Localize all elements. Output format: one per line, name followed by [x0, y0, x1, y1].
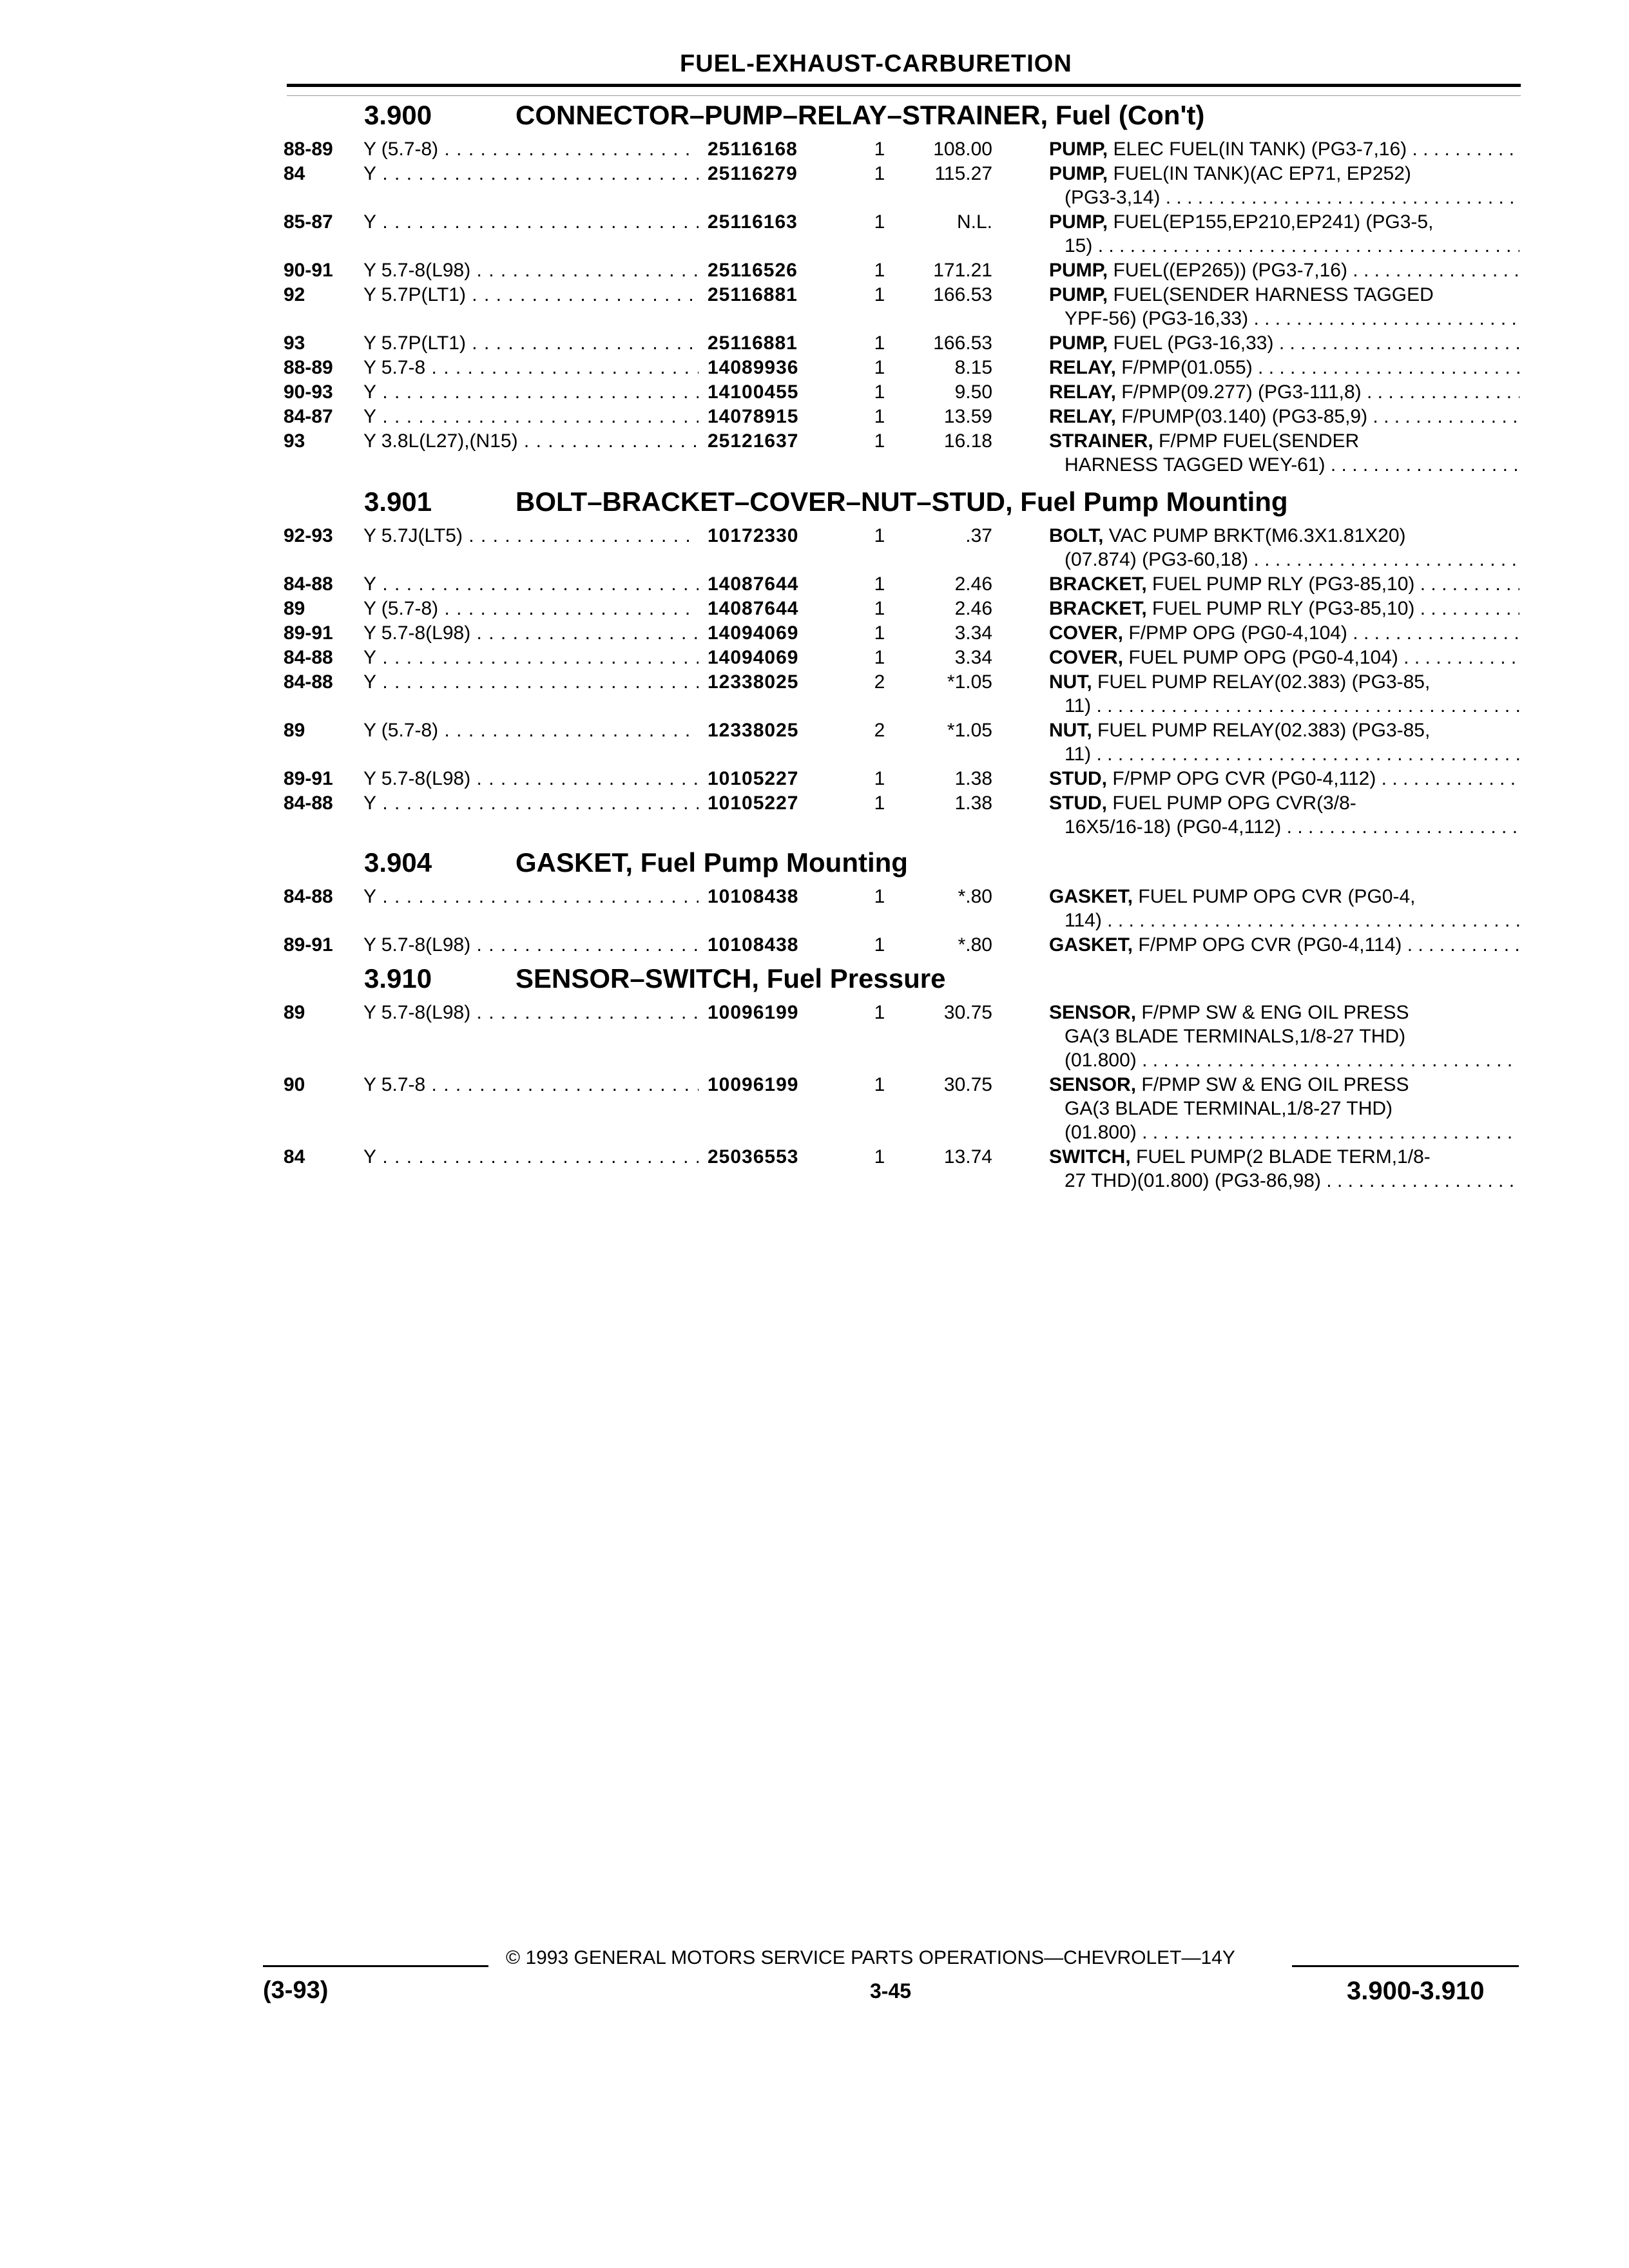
description-text: 27 THD)(01.800) (PG3-86,98) — [1065, 1170, 1321, 1191]
description-text: F/PMP FUEL(SENDER — [1159, 430, 1360, 452]
description-keyword: GASKET, — [1049, 886, 1133, 907]
description-keyword: SWITCH, — [1049, 1146, 1131, 1168]
description-line — [1049, 1024, 1519, 1048]
part-row — [284, 1073, 1521, 1144]
description-text: FUEL PUMP OPG (PG0-4,104) — [1128, 647, 1398, 668]
description-keyword: BRACKET, — [1049, 573, 1147, 595]
price: 8.15 — [954, 357, 992, 378]
model-year: 89-91 — [284, 934, 333, 956]
vehicle-model: Y 5.7P(LT1) . . . — [363, 283, 699, 307]
quantity: 1 — [874, 647, 885, 668]
description-keyword: PUMP, — [1049, 139, 1108, 160]
quantity: 1 — [874, 381, 885, 403]
description-line — [1049, 405, 1519, 428]
section-heading — [284, 963, 1521, 1001]
part-row — [284, 885, 1521, 932]
part-row — [284, 356, 1521, 380]
price: *1.05 — [947, 671, 992, 693]
description-text: FUEL PUMP RELAY(02.383) (PG3-85, — [1097, 671, 1431, 693]
part-description — [1049, 1145, 1519, 1193]
description-text: VAC PUMP BRKT(M6.3X1.81X20) — [1108, 525, 1406, 546]
part-description — [1049, 767, 1519, 791]
part-number: 14100455 — [708, 381, 799, 403]
description-line — [1049, 356, 1519, 380]
description-text: (PG3-3,14) — [1065, 187, 1161, 208]
quantity: 1 — [874, 886, 885, 907]
description-keyword: STUD, — [1049, 768, 1107, 789]
part-description — [1049, 572, 1519, 596]
model-year: 84 — [284, 1146, 305, 1168]
part-row — [284, 933, 1521, 957]
vehicle-model: Y 5.7-8(L98) . . . — [363, 933, 699, 957]
part-description — [1049, 405, 1519, 428]
part-number: 14089936 — [708, 357, 799, 378]
vehicle-model: Y (5.7-8) . . . — [363, 137, 699, 161]
description-line — [1049, 186, 1519, 209]
description-keyword: BRACKET, — [1049, 598, 1147, 619]
section-title: BOLT–BRACKET–COVER–NUT–STUD, Fuel Pump Mounting — [516, 486, 1288, 517]
description-text: F/PMP(09.277) (PG3-111,8) — [1121, 381, 1362, 403]
price: 13.59 — [943, 406, 992, 427]
quantity: 1 — [874, 260, 885, 281]
part-description — [1049, 933, 1519, 957]
part-description — [1049, 356, 1519, 380]
vehicle-model: Y (5.7-8) . . . — [363, 597, 699, 620]
vehicle-model: Y . . . — [363, 1145, 699, 1169]
model-year: 93 — [284, 332, 305, 354]
part-number: 14087644 — [708, 573, 799, 595]
footer-revision-date: (3-93) — [263, 1977, 329, 2004]
price: 166.53 — [933, 332, 992, 354]
description-keyword: PUMP, — [1049, 332, 1108, 354]
price: *.80 — [958, 934, 992, 956]
part-row — [284, 1145, 1521, 1193]
description-text: 11) — [1065, 744, 1092, 765]
part-description — [1049, 597, 1519, 620]
part-row — [284, 331, 1521, 355]
section-number: 3.900 — [364, 100, 432, 130]
price: 1.38 — [954, 793, 992, 814]
vehicle-model: Y . . . — [363, 670, 699, 694]
section-3-900 — [284, 100, 1521, 477]
part-description — [1049, 646, 1519, 669]
description-line — [1049, 429, 1519, 453]
description-line — [1049, 548, 1519, 572]
model-year: 84-88 — [284, 793, 333, 814]
price: 3.34 — [954, 647, 992, 668]
description-line — [1049, 597, 1519, 620]
description-line — [1049, 331, 1519, 355]
price: 2.46 — [954, 598, 992, 619]
description-keyword: RELAY, — [1049, 357, 1116, 378]
price: 30.75 — [943, 1002, 992, 1023]
description-line — [1049, 718, 1519, 742]
footer-copyright: © 1993 GENERAL MOTORS SERVICE PARTS OPERATIONS—CHEVROLET—14Y — [506, 1947, 1235, 1968]
parts-list — [284, 137, 1521, 477]
section-title: SENSOR–SWITCH, Fuel Pressure — [516, 963, 946, 994]
vehicle-model: Y 5.7-8(L98) . . . — [363, 767, 699, 791]
part-row — [284, 718, 1521, 766]
part-number: 10108438 — [708, 886, 799, 907]
quantity: 1 — [874, 573, 885, 595]
part-row — [284, 380, 1521, 404]
vehicle-model: Y 5.7-8(L98) . . . — [363, 258, 699, 282]
section-title: GASKET, Fuel Pump Mounting — [516, 847, 908, 878]
quantity: 1 — [874, 332, 885, 354]
description-keyword: PUMP, — [1049, 163, 1108, 184]
part-description — [1049, 524, 1519, 572]
model-year: 90 — [284, 1074, 305, 1095]
part-number: 25116163 — [708, 211, 798, 233]
footer-section-range: 3.900-3.910 — [1347, 1977, 1485, 2005]
section-heading — [284, 847, 1521, 885]
part-description — [1049, 429, 1519, 477]
description-text: FUEL PUMP RELAY(02.383) (PG3-85, — [1097, 720, 1431, 741]
description-keyword: RELAY, — [1049, 406, 1116, 427]
part-number: 10105227 — [708, 793, 799, 814]
description-text: (01.800) — [1065, 1122, 1137, 1143]
description-line — [1049, 1001, 1519, 1024]
part-row — [284, 597, 1521, 620]
description-line — [1049, 933, 1519, 957]
description-text: 15) — [1065, 235, 1093, 256]
vehicle-model: Y . . . — [363, 162, 699, 186]
description-keyword: PUMP, — [1049, 211, 1108, 233]
model-year: 84-88 — [284, 671, 333, 693]
section-number: 3.910 — [364, 963, 432, 994]
description-line — [1049, 908, 1519, 932]
description-text: F/PMP OPG CVR (PG0-4,114) — [1138, 934, 1402, 956]
vehicle-model: Y . . . — [363, 572, 699, 596]
footer-page-number: 3-45 — [870, 1979, 912, 2003]
description-line — [1049, 283, 1519, 307]
price: 171.21 — [933, 260, 992, 281]
price: 1.38 — [954, 768, 992, 789]
description-text: GA(3 BLADE TERMINALS,1/8-27 THD) — [1065, 1026, 1406, 1047]
parts-list — [284, 524, 1521, 839]
vehicle-model: Y 5.7-8(L98) . . . — [363, 621, 699, 645]
price: .37 — [965, 525, 992, 546]
description-text: (07.874) (PG3-60,18) — [1065, 549, 1249, 570]
section-3-901 — [284, 486, 1521, 840]
model-year: 84-88 — [284, 886, 333, 907]
model-year: 85-87 — [284, 211, 333, 233]
part-row — [284, 767, 1521, 791]
part-row — [284, 283, 1521, 331]
description-text: FUEL((EP265)) (PG3-7,16) — [1113, 260, 1347, 281]
quantity: 1 — [874, 211, 885, 233]
model-year: 92 — [284, 284, 305, 305]
model-year: 89-91 — [284, 768, 333, 789]
description-text: F/PUMP(03.140) (PG3-85,9) — [1121, 406, 1368, 427]
description-text: F/PMP OPG (PG0-4,104) — [1128, 622, 1347, 644]
description-text: 16X5/16-18) (PG0-4,112) — [1065, 816, 1282, 838]
part-row — [284, 572, 1521, 596]
description-keyword: COVER, — [1049, 622, 1124, 644]
section-title: CONNECTOR–PUMP–RELAY–STRAINER, Fuel (Con't) — [516, 100, 1205, 130]
description-text: YPF-56) (PG3-16,33) — [1065, 308, 1249, 329]
section-heading — [284, 486, 1521, 524]
description-text: F/PMP SW & ENG OIL PRESS — [1141, 1002, 1409, 1023]
part-description — [1049, 162, 1519, 209]
description-keyword: NUT, — [1049, 720, 1092, 741]
description-line — [1049, 885, 1519, 908]
price: 115.27 — [934, 163, 992, 184]
description-line — [1049, 791, 1519, 815]
part-description — [1049, 718, 1519, 766]
price: 30.75 — [943, 1074, 992, 1095]
part-description — [1049, 1073, 1519, 1144]
description-line — [1049, 646, 1519, 669]
part-number: 14078915 — [708, 406, 799, 427]
quantity: 1 — [874, 768, 885, 789]
parts-list — [284, 1001, 1521, 1193]
vehicle-model: Y . . . — [363, 380, 699, 404]
part-row — [284, 162, 1521, 209]
part-row — [284, 429, 1521, 477]
description-keyword: NUT, — [1049, 671, 1092, 693]
quantity: 1 — [874, 430, 885, 452]
model-year: 93 — [284, 430, 305, 452]
section-number: 3.904 — [364, 847, 432, 878]
description-line — [1049, 767, 1519, 791]
vehicle-model: Y 5.7J(LT5) . . . — [363, 524, 699, 548]
quantity: 1 — [874, 406, 885, 427]
description-keyword: PUMP, — [1049, 284, 1108, 305]
description-text: FUEL(SENDER HARNESS TAGGED — [1113, 284, 1434, 305]
part-description — [1049, 283, 1519, 331]
description-text: HARNESS TAGGED WEY-61) — [1065, 454, 1325, 476]
description-text: 11) — [1065, 695, 1092, 716]
part-number: 25121637 — [708, 430, 799, 452]
part-number: 14094069 — [708, 622, 799, 644]
description-text: FUEL (PG3-16,33) — [1113, 332, 1274, 354]
part-number: 14094069 — [708, 647, 799, 668]
description-text: F/PMP(01.055) — [1121, 357, 1253, 378]
quantity: 2 — [874, 671, 885, 693]
part-description — [1049, 670, 1519, 718]
vehicle-model: Y . . . — [363, 791, 699, 815]
part-number: 10096199 — [708, 1002, 799, 1023]
description-line — [1049, 694, 1519, 718]
description-keyword: RELAY, — [1049, 381, 1116, 403]
price: 166.53 — [933, 284, 992, 305]
description-text: 114) — [1065, 910, 1102, 931]
price: 108.00 — [933, 139, 992, 160]
model-year: 88-89 — [284, 139, 333, 160]
description-line — [1049, 210, 1519, 234]
description-text: F/PMP SW & ENG OIL PRESS — [1141, 1074, 1409, 1095]
description-keyword: SENSOR, — [1049, 1074, 1137, 1095]
vehicle-model: Y . . . — [363, 885, 699, 908]
price: *.80 — [958, 886, 992, 907]
part-description — [1049, 791, 1519, 839]
part-description — [1049, 380, 1519, 404]
description-text: FUEL(EP155,EP210,EP241) (PG3-5, — [1113, 211, 1434, 233]
part-number: 25036553 — [708, 1146, 799, 1168]
part-number: 25116279 — [708, 163, 798, 184]
description-line — [1049, 524, 1519, 548]
model-year: 84 — [284, 163, 305, 184]
part-number: 25116881 — [708, 284, 798, 305]
vehicle-model: Y 5.7P(LT1) . . . — [363, 331, 699, 355]
quantity: 1 — [874, 525, 885, 546]
part-number: 10108438 — [708, 934, 799, 956]
part-number: 12338025 — [708, 720, 799, 741]
description-line — [1049, 742, 1519, 766]
model-year: 84-88 — [284, 573, 333, 595]
part-row — [284, 405, 1521, 428]
description-text: FUEL PUMP(2 BLADE TERM,1/8- — [1136, 1146, 1431, 1168]
part-row — [284, 670, 1521, 718]
description-line — [1049, 1120, 1519, 1144]
model-year: 90-93 — [284, 381, 333, 403]
description-line — [1049, 234, 1519, 258]
description-text: GA(3 BLADE TERMINAL,1/8-27 THD) — [1065, 1098, 1393, 1119]
model-year: 89 — [284, 720, 305, 741]
vehicle-model: Y . . . — [363, 210, 699, 234]
section-3-910 — [284, 963, 1521, 1193]
part-number: 14087644 — [708, 598, 799, 619]
part-description — [1049, 210, 1519, 258]
description-text: F/PMP OPG CVR (PG0-4,112) — [1112, 768, 1376, 789]
description-line — [1049, 815, 1519, 839]
part-number: 10096199 — [708, 1074, 799, 1095]
description-line — [1049, 453, 1519, 477]
part-number: 25116881 — [708, 332, 798, 354]
description-line — [1049, 1145, 1519, 1169]
part-number: 25116168 — [708, 139, 798, 160]
part-number: 12338025 — [708, 671, 799, 693]
description-line — [1049, 1097, 1519, 1120]
description-keyword: STUD, — [1049, 793, 1107, 814]
price: 2.46 — [954, 573, 992, 595]
header-rule-thin — [287, 95, 1521, 96]
price: 16.18 — [943, 430, 992, 452]
quantity: 1 — [874, 357, 885, 378]
model-year: 89 — [284, 598, 305, 619]
part-row — [284, 524, 1521, 572]
model-year: 88-89 — [284, 357, 333, 378]
description-line — [1049, 572, 1519, 596]
header-rule — [287, 84, 1521, 87]
quantity: 1 — [874, 139, 885, 160]
price: *1.05 — [947, 720, 992, 741]
quantity: 1 — [874, 934, 885, 956]
description-keyword: GASKET, — [1049, 934, 1133, 956]
description-line — [1049, 621, 1519, 645]
description-text: FUEL PUMP RLY (PG3-85,10) — [1152, 573, 1415, 595]
section-heading — [284, 100, 1521, 137]
part-description — [1049, 1001, 1519, 1072]
description-line — [1049, 307, 1519, 331]
part-number: 10105227 — [708, 768, 799, 789]
model-year: 84-87 — [284, 406, 333, 427]
price: N.L. — [956, 211, 992, 233]
quantity: 1 — [874, 793, 885, 814]
quantity: 1 — [874, 163, 885, 184]
part-row — [284, 621, 1521, 645]
description-line — [1049, 258, 1519, 282]
vehicle-model: Y . . . — [363, 646, 699, 669]
parts-list — [284, 885, 1521, 957]
vehicle-model: Y 5.7-8(L98) . . . — [363, 1001, 699, 1024]
vehicle-model: Y . . . — [363, 405, 699, 428]
description-line — [1049, 380, 1519, 404]
part-description — [1049, 258, 1519, 282]
description-text: FUEL(IN TANK)(AC EP71, EP252) — [1113, 163, 1411, 184]
description-line — [1049, 1073, 1519, 1097]
description-text: FUEL PUMP OPG CVR (PG0-4, — [1138, 886, 1416, 907]
section-number: 3.901 — [364, 486, 432, 517]
model-year: 90-91 — [284, 260, 333, 281]
vehicle-model: Y 3.8L(L27),(N15) . . . — [363, 429, 699, 453]
description-keyword: PUMP, — [1049, 260, 1108, 281]
section-3-904 — [284, 847, 1521, 957]
description-line — [1049, 162, 1519, 186]
part-description — [1049, 137, 1519, 161]
price: 3.34 — [954, 622, 992, 644]
description-line — [1049, 1048, 1519, 1072]
part-description — [1049, 621, 1519, 645]
model-year: 89-91 — [284, 622, 333, 644]
part-row — [284, 1001, 1521, 1072]
description-text: ELEC FUEL(IN TANK) (PG3-7,16) — [1113, 139, 1407, 160]
description-keyword: SENSOR, — [1049, 1002, 1137, 1023]
description-keyword: STRAINER, — [1049, 430, 1153, 452]
quantity: 2 — [874, 720, 885, 741]
part-number: 25116526 — [708, 260, 798, 281]
model-year: 89 — [284, 1002, 305, 1023]
part-row — [284, 791, 1521, 839]
quantity: 1 — [874, 1002, 885, 1023]
quantity: 1 — [874, 622, 885, 644]
description-line — [1049, 137, 1519, 161]
footer-rule-left — [263, 1965, 488, 1967]
footer-rule-right — [1292, 1965, 1519, 1967]
price: 13.74 — [943, 1146, 992, 1168]
price: 9.50 — [954, 381, 992, 403]
description-text: (01.800) — [1065, 1050, 1137, 1071]
description-keyword: COVER, — [1049, 647, 1124, 668]
part-row — [284, 210, 1521, 258]
page-title: FUEL-EXHAUST-CARBURETION — [680, 50, 1072, 77]
part-row — [284, 137, 1521, 161]
quantity: 1 — [874, 1074, 885, 1095]
description-line — [1049, 1169, 1519, 1193]
vehicle-model: Y 5.7-8 . . . — [363, 1073, 699, 1097]
vehicle-model: Y 5.7-8 . . . — [363, 356, 699, 380]
quantity: 1 — [874, 598, 885, 619]
model-year: 92-93 — [284, 525, 333, 546]
vehicle-model: Y (5.7-8) . . . — [363, 718, 699, 742]
quantity: 1 — [874, 284, 885, 305]
part-description — [1049, 331, 1519, 355]
description-text: FUEL PUMP OPG CVR(3/8- — [1112, 793, 1356, 814]
quantity: 1 — [874, 1146, 885, 1168]
part-row — [284, 258, 1521, 282]
description-line — [1049, 670, 1519, 694]
model-year: 84-88 — [284, 647, 333, 668]
description-keyword: BOLT, — [1049, 525, 1104, 546]
part-row — [284, 646, 1521, 669]
part-description — [1049, 885, 1519, 932]
part-number: 10172330 — [708, 525, 799, 546]
description-text: FUEL PUMP RLY (PG3-85,10) — [1152, 598, 1415, 619]
